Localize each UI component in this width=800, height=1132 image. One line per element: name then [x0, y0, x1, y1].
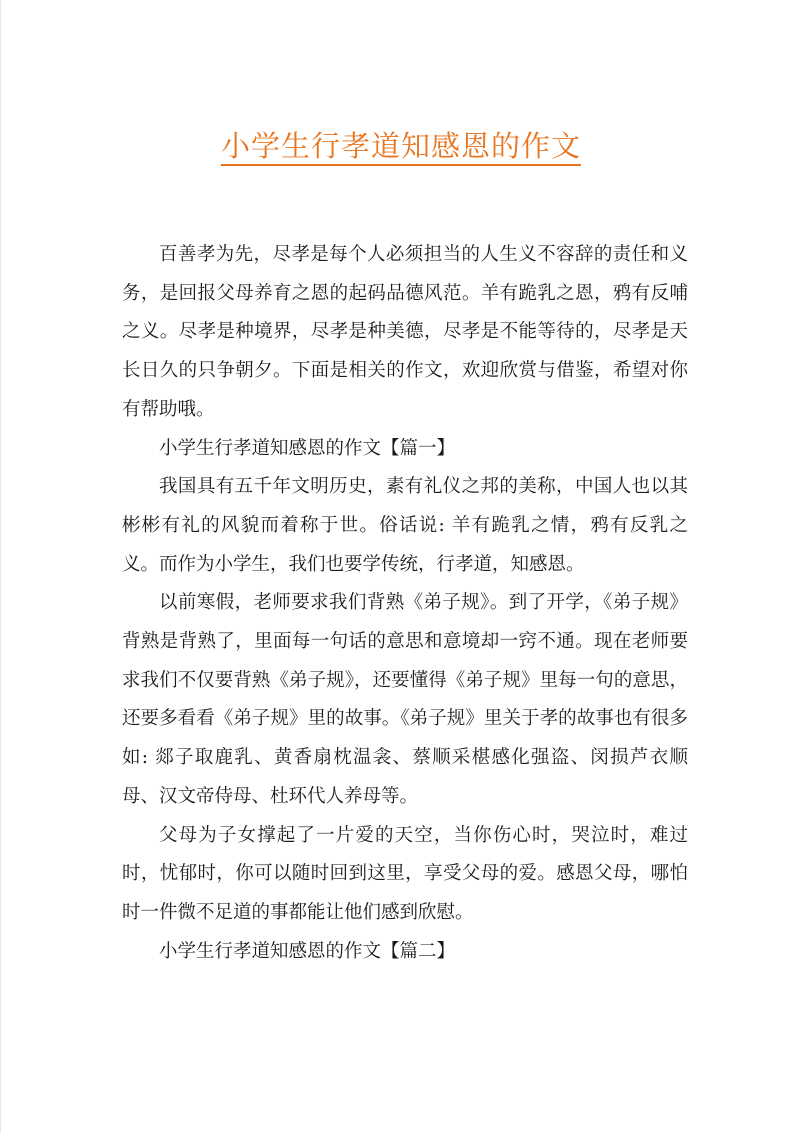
- document-body: [122, 236, 688, 971]
- body-paragraph: 以前寒假，老师要求我们背熟《弟子规》。到了开学，《弟子规》背熟是背熟了，里面每一句话的意思和意境却一窍不通。现在老师要求我们不仅要背熟《弟子规》，还要懂得《弟子规》里每一句的意思，还要多看看《弟子规》里的故事。《弟子规》里关于孝的故事也有很多如: 郯子取鹿乳、黄香扇枕温衾、蔡顺采椹感化强盗、闵损芦衣顺母、汉文帝侍母、杜环代人养母等。: [122, 592, 688, 807]
- document-title: [1, 124, 800, 168]
- section-heading-two: 小学生行孝道知感恩的作文【篇二】: [159, 940, 456, 962]
- body-paragraph: 我国具有五千年文明历史，素有礼仪之邦的美称，中国人也以其彬彬有礼的风貌而着称于世。俗话说: 羊有跪乳之情，鸦有反乳之义。而作为小学生，我们也要学传统，行孝道，知感恩。: [122, 476, 688, 575]
- intro-paragraph: 百善孝为先，尽孝是每个人必须担当的人生义不容辞的责任和义务，是回报父母养育之恩的起码品德风范。羊有跪乳之恩，鸦有反哺之义。尽孝是种境界，尽孝是种美德，尽孝是不能等待的，尽孝是天长日久的只争朝夕。下面是相关的作文，欢迎欣赏与借鉴，希望对你有帮助哦。: [122, 244, 688, 420]
- document-title-text: 小学生行孝道知感恩的作文: [221, 129, 581, 166]
- body-paragraph: 父母为子女撑起了一片爱的天空，当你伤心时，哭泣时，难过时，忧郁时，你可以随时回到这里，享受父母的爱。感恩父母，哪怕时一件微不足道的事都能让他们感到欣慰。: [122, 824, 688, 923]
- section-heading-one: 小学生行孝道知感恩的作文【篇一】: [159, 437, 456, 459]
